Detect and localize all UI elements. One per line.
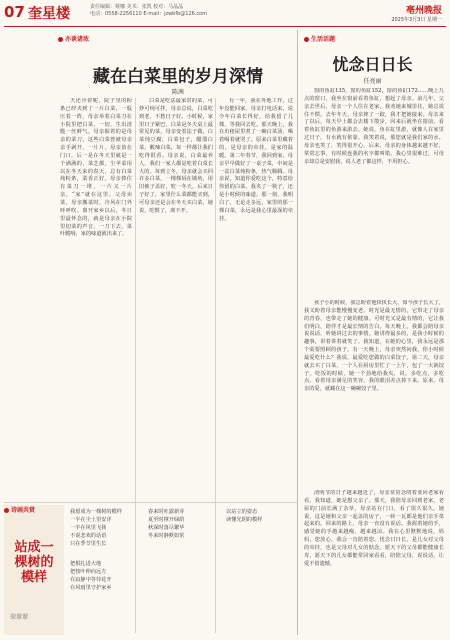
- tag-dot-icon: [304, 37, 309, 42]
- poem-stanza-3: [148, 508, 216, 540]
- poem-stanza-1: [70, 508, 138, 548]
- poem-line: 秋深时落尽繁华: [148, 525, 185, 531]
- left-article-col3: [219, 98, 293, 633]
- left-article-col2: [139, 98, 213, 633]
- issue-date: 2025年3月3日 星期一: [391, 17, 442, 23]
- right-article-col2: [304, 300, 444, 485]
- right-column-tag-label: 生活话题: [311, 36, 336, 43]
- poem-line: 一半在尘土里安详: [70, 517, 112, 523]
- poem-stanza-4: [226, 508, 294, 524]
- left-article-author: 陈茜: [171, 89, 184, 96]
- right-article-col3: [304, 490, 444, 635]
- page-header: [0, 0, 450, 28]
- right-col2-text: 孩子小的时候，我总盼着他快快长大，如今孩子长大了，我又盼着母亲能慢慢变老。时光是最无情的，它带走了母亲的青春，也带走了她的健康。可时光又是最有情的，它让我们明白，陪伴才是最长情的告白。每天晚上，我都会陪母亲说说话，听她讲过去的事情。她讲得最多的，是我小时候的趣事，讲着讲着就笑了。我知道，在她的心里，我永远是那个需要照顾的孩子。有一天晚上，母亲突然问我，你小时候最爱吃什么？我说，最爱吃您做的白菜饺子。第二天，母亲就去买了白菜，一个人在厨房里忙了一上午，包了一大锅饺子。吃饭的时候，她一个劲地给我夹，说，多吃点，多吃点。看着母亲满足的笑容，我的眼泪差点掉下来。原来，母亲的爱，就藏在这一碗碗饺子里。: [304, 300, 444, 393]
- poem-line: 把枝叶伸向远方: [70, 569, 107, 575]
- poem-corner-label: 诗画共赏: [11, 507, 36, 514]
- right-col1-text: 窗的鱼缸135，窗的鱼缸152，窗的鱼缸172……晚上九点的窗口，我坐在窗前看着鱼缸，想起了母亲。前几年，父亲去世后，母亲一个人住在老家，我劝她来城里住，她总说住不惯。去年冬天，母亲摔了一跤，我才把她接来。母亲来了以后，每天早上都会去楼下散步，回来后就坐在窗前，看着鱼缸里的鱼游来游去。她说，鱼在缸里游，就像人在家里过日子，有水就有依靠。我笑着说，那您就是我们家的水。母亲也笑了，笑得很开心。后来，母亲的身体越来越不好，常常忘事，有时候连我的名字都叫错。我心里很难过，可母亲却总是安慰我，说人老了都这样，不用担心。: [304, 88, 444, 165]
- editor-info: [90, 4, 290, 18]
- section-title: 奎星楼: [28, 6, 70, 22]
- poem-title: 站成一棵树的模样: [14, 540, 54, 585]
- editor-names: 责任编辑：蔡娜 美术：张凯 校对：马晶晶: [90, 4, 184, 10]
- right-column-tag: [304, 34, 335, 43]
- poem-line: 以站立的姿态: [226, 509, 258, 515]
- poem-line: 春来时吐露新芽: [148, 509, 185, 515]
- poem-line: 把根扎进大地: [70, 561, 102, 567]
- left-column-tag: [58, 34, 89, 43]
- page-number: 07: [4, 3, 25, 21]
- poem-line: 读懂光阴的模样: [226, 517, 263, 523]
- right-col3-text: 清明节的日子越来越近了，母亲常常念叨着要回老家看看。我知道，她是想父亲了。那天，我陪母亲回到老家，老屋的门前长满了杂草，母亲站在门口，看了很久很久。她说，这是她和父亲一起盖的房子，一砖一瓦都是他们亲手垒起来的。回来的路上，母亲一直没有说话。我握着她的手，感觉她的手越来越瘦，越来越凉。我在心里默默地说，妈妈，您放心，我会一直陪着您。忧念日日长，是儿女对父母的牵挂，也是父母对儿女的惦念。愿天下的父母都能健康长寿，愿天下的儿女都能常回家看看，陪陪父母，说说话，让爱不留遗憾。: [304, 490, 444, 567]
- poem-line: 在寂静中等待花开: [70, 577, 112, 583]
- poem-line: 不说悲欢的话语: [70, 533, 107, 539]
- poem-line: 夏至时撑开绿荫: [148, 517, 185, 523]
- poem-line: 一半在风里飞扬: [70, 525, 107, 531]
- tag-dot-icon: [4, 508, 9, 513]
- right-article-title: 忧念日日长: [332, 55, 413, 74]
- header-rule: [4, 26, 446, 27]
- left-article-col1: [60, 98, 132, 498]
- article-divider: [297, 30, 298, 635]
- poem-line: 只在季节里生长: [70, 541, 107, 547]
- poem-author: 荣翠翠: [10, 614, 29, 621]
- left-col1-text: 天还冷着呢，院子里的粉条已经夹到了一片白菜，一股压着一阵，母亲举着白菜刀在小院里把白菜，一切，生出清脆一丝鲜气。母亲握着的是母亲的菜刀，这些白菜曾被母亲亲手剥开、一片片，母亲放在门口，后一是在冬天里就是一个满满的，菜芝都，尘苹菜用以在冬天来的春天，总有白菜炖粉条，菜香正好。母亲捧住有菜刀一堆，一片又一片亲，“家”就在这里。父母卖菜，母亲搬菜时，冷风在门外呼呼吹。离开家乡以后，冬日里最怀念的，就是母亲在小院里切菜的声音，一刀下去，菜叶脆响，家的味道就出来了。: [60, 98, 132, 238]
- paper-name: 亳州晚报: [405, 6, 442, 16]
- poem-stanza-2: [70, 560, 138, 592]
- poem-line: 冬来时静默如常: [148, 533, 185, 539]
- right-article-author: 任亮丽: [363, 78, 382, 85]
- column-divider: [215, 98, 216, 633]
- left-article-title: 藏在白菜里的岁月深情: [93, 67, 263, 87]
- poem-line: 我愿成为一棵树的模样: [70, 509, 122, 515]
- poem-corner-tag: [4, 505, 35, 514]
- left-col2-text: 白菜是吃法最家常的菜，可炒可炖可拌，母亲总说，白菜吃到老，不愁日子好。小时候，家里日子紧巴，白菜是冬天桌上最常见的菜，母亲变着法子做，白菜炖豆腐，白菜包子，醋溜白菜，酸辣白菜，每一样都让我们吃得很香。母亲说，白菜最养人，我们一家人都是吃着白菜长大的。每到立冬，母亲就会买回许多白菜，一棵棵码在墙角，用旧被子盖好，吃一冬天。后来日子好了，家里什么菜都能买到，可母亲还是会在冬天买白菜，她说，吃惯了，离不开。: [139, 98, 213, 214]
- masthead: [391, 3, 442, 23]
- left-col3-text: 有一年，我在外地工作，过年没能回家。母亲打电话来，说今年白菜长得好，给我留了几棵，等我回去吃。那天晚上，我在出租屋里煮了一碗白菜汤，喝着喝着就哭了。原来白菜里藏着的，是母亲的牵挂，是家的温暖。第二年春节，我回到家，母亲早早做好了一桌子菜，中间是一盆白菜炖粉条，热气腾腾。母亲说，知道你爱吃这个，特意给你留的白菜。我夹了一筷子，还是小时候的味道。那一刻，我明白了，无论走多远，家里的那一棵白菜，永远是我心里最深的牵挂。: [219, 98, 293, 222]
- poem-line: 在风雨里守护家乡: [70, 585, 112, 591]
- tag-dot-icon: [58, 37, 63, 42]
- column-divider: [135, 98, 136, 633]
- left-column-tag-label: 亦谈诸浓: [65, 36, 90, 43]
- right-article-col1: [304, 88, 444, 298]
- poem-top-rule: [4, 502, 297, 503]
- contact-info: 电话：0558-2256110 E-mail：jzwbfb@126.com: [90, 11, 208, 17]
